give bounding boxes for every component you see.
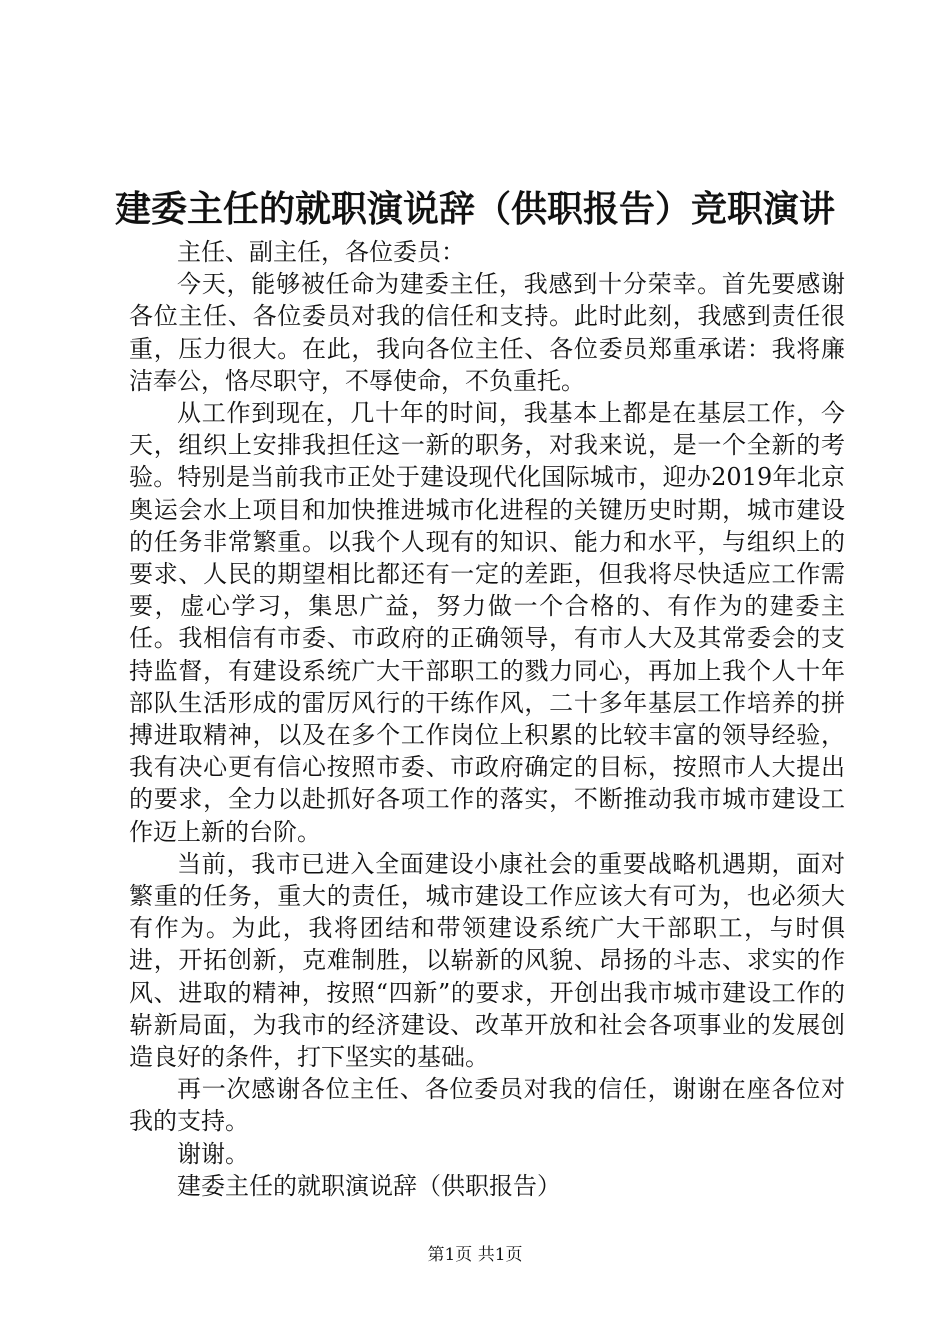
closing-paragraph: 谢谢。 <box>177 1139 249 1168</box>
body-paragraph: 当前，我市已进入全面建设小康社会的重要战略机遇期，面对繁重的任务，重大的责任，城市建设工作应该大有可为，也必须大有作为。为此，我将团结和带领建设系统广大干部职工，与时俱进，开拓创新，克难制胜，以崭新的风貌、昂扬的斗志、求实的作风、进取的精神，按照“四新”的要求，开创出我市城市建设工作的崭新局面，为我市的经济建设、改革开放和社会各项事业的发展创造良好的条件，打下坚实的基础。 <box>129 849 845 1072</box>
page-footer: 第1页 共1页 <box>427 1245 523 1265</box>
document-body <box>129 236 845 1202</box>
body-paragraph: 从工作到现在，几十年的时间，我基本上都是在基层工作，今天，组织上安排我担任这一新的职务，对我来说，是一个全新的考验。特别是当前我市正处于建设现代化国际城市，迎办2019年北京奥运会水上项目和加快推进城市化进程的关键历史时期，城市建设的任务非常繁重。以我个人现有的知识、能力和水平，与组织上的要求、人民的期望相比都还有一定的差距，但我将尽快适应工作需要，虚心学习，集思广益，努力做一个合格的、有作为的建委主任。我相信有市委、市政府的正确领导，有市人大及其常委会的支持监督，有建设系统广大干部职工的戮力同心，再加上我个人十年部队生活形成的雷厉风行的干练作风，二十多年基层工作培养的拼搏进取精神，以及在多个工作岗位上积累的比较丰富的领导经验，我有决心更有信心按照市委、市政府确定的目标，按照市人大提出的要求，全力以赴抓好各项工作的落实，不断推动我市城市建设工作迈上新的台阶。 <box>129 399 845 846</box>
trailing-title-paragraph: 建委主任的就职演说辞（供职报告） <box>177 1171 561 1200</box>
salutation-paragraph: 主任、副主任，各位委员： <box>177 238 465 266</box>
body-paragraph: 再一次感谢各位主任、各位委员对我的信任，谢谢在座各位对我的支持。 <box>129 1075 845 1136</box>
body-paragraph: 今天，能够被任命为建委主任，我感到十分荣幸。首先要感谢各位主任、各位委员对我的信任和支持。此时此刻，我感到责任很重，压力很大。在此，我向各位主任、各位委员郑重承诺：我将廉洁奉公，恪尽职守，不辱使命，不负重托。 <box>129 270 845 395</box>
document-title: 建委主任的就职演说辞（供职报告）竞职演讲 <box>114 189 835 230</box>
